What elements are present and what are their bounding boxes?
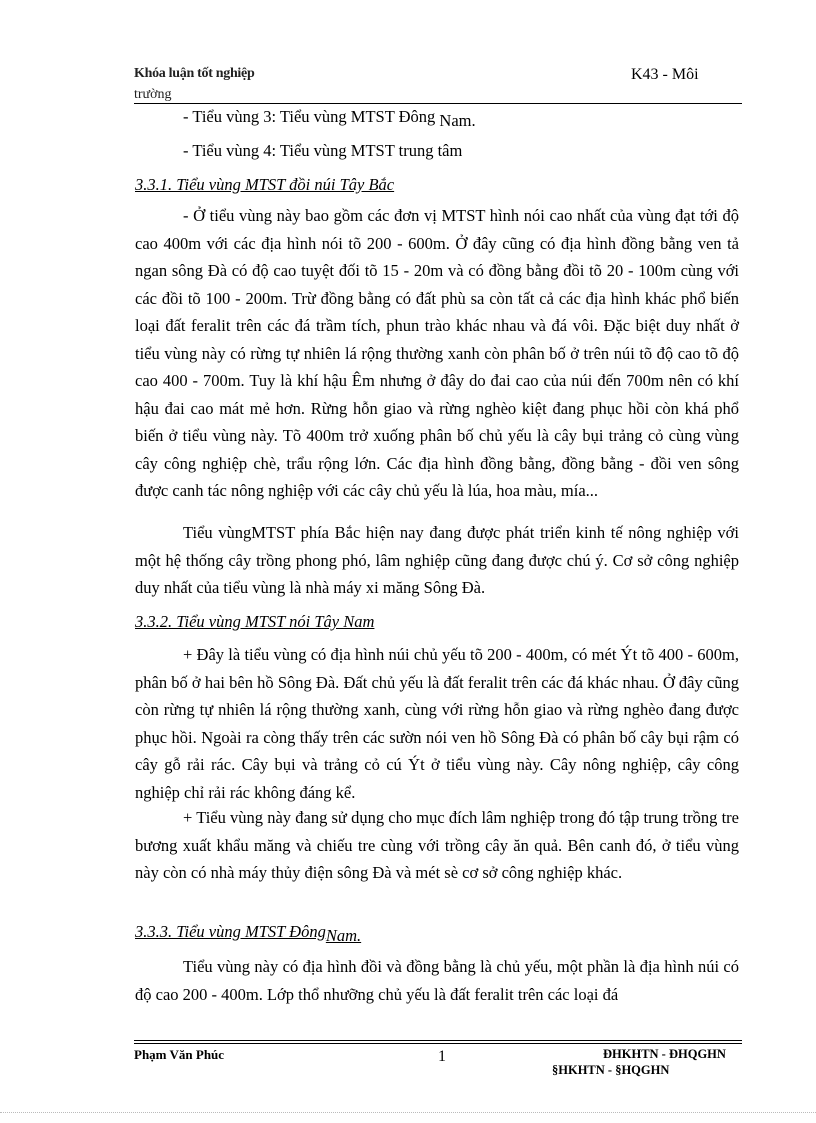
section-heading-3-3-2: 3.3.2. Tiểu vùng MTST nói Tây Nam xyxy=(135,612,375,631)
header-title-continuation: trường xyxy=(134,87,172,102)
footer-rule xyxy=(134,1040,742,1041)
section-heading-3-3-3 xyxy=(135,922,362,945)
paragraph-text: + Tiểu vùng này đang sử dụng cho mục đích lâm nghiệp trong đó tập trung trồng tre bương xuất khẩu măng và chiếu tre cùng với trồng cây ăn quả. Bên canh đó, ở tiểu vùng này còn có nhà máy thủy điện sông Đà và mét sè cơ sở công nghiệp khác. xyxy=(135,808,739,882)
paragraph-text: Tiểu vùng này có địa hình đồi và đồng bằng là chủ yếu, một phần là địa hình núi có độ cao 200 - 400m. Lớp thổ nhưỡng chủ yếu là đất feralit trên các loại đá xyxy=(135,957,739,1004)
paragraph-text: Tiểu vùngMTST phía Bắc hiện nay đang được phát triển kinh tế nông nghiệp với một hệ thống cây trồng phong phó, lâm nghiệp cũng đang được chú ý. Cơ sở công nghiệp duy nhất của tiểu vùng là nhà máy xi măng Sông Đà. xyxy=(135,523,739,597)
list-item-subregion-4: - Tiểu vùng 4: Tiểu vùng MTST trung tâm xyxy=(183,141,463,160)
header-course: K43 - Môi xyxy=(631,66,699,83)
list-item-text-tail: Nam. xyxy=(439,111,476,130)
header-title: Khóa luận tốt nghiệp xyxy=(134,66,255,81)
paragraph xyxy=(135,641,739,806)
paragraph-text: + Đây là tiểu vùng có địa hình núi chủ yếu tõ 200 - 400m, có mét Ýt tõ 400 - 600m, phân bố ở hai bên hồ Sông Đà. Đất chủ yếu là đất feralit trên các đá khác nhau. Ở đây cũng còn rừng tự nhiên lá rộng thường xanh, cùng với rừng hỗn giao và rừng nghèo đang được phục hồi. Ngoài ra còng thấy trên các sườn nói ven hồ Sông Đà có phân bố cây bụi rậm có cây gỗ rải rác. Cây bụi và trảng cỏ cú Ýt ở tiểu vùng này. Cây nông nghiệp, cây công nghiệp chỉ rải rác không đáng kể. xyxy=(135,645,739,802)
list-item-subregion-3 xyxy=(183,107,476,130)
footer-org-line-2: §HKHTN - §HQGHN xyxy=(552,1063,670,1077)
footer-rule-secondary xyxy=(134,1043,742,1044)
paragraph xyxy=(135,804,739,887)
section-heading-tail: Nam. xyxy=(325,926,362,945)
page-number: 1 xyxy=(438,1048,446,1065)
footer-author: Phạm Văn Phúc xyxy=(134,1047,225,1062)
paragraph xyxy=(135,202,739,505)
footer-org-line-1: ĐHKHTN - ĐHQGHN xyxy=(603,1047,726,1061)
header-rule xyxy=(134,103,742,104)
paragraph xyxy=(135,519,739,602)
page-break-divider xyxy=(0,1112,816,1113)
paragraph-text: - Ở tiểu vùng này bao gồm các đơn vị MTST hình nói cao nhất của vùng đạt tới độ cao 400m với các địa hình nói tõ 200 - 600m. Ở đây cũng có địa hình đồng bằng ven tả ngan sông Đà có độ cao tuyệt đối tõ 15 - 20m và có đồng bằng đồi tõ 20 - 100m cùng với các đồi tõ 100 - 200m. Trừ đồng bằng có đất phù sa còn tất cả các địa hình khác phổ biến loại đất feralit trên các đá trầm tích, phun trào khác nhau và đá vôi. Đặc biệt duy nhất ở tiểu vùng này có rừng tự nhiên lá rộng thường xanh còn phân bố ở trên núi tõ độ cao tõ độ cao 400 - 700m. Tuy là khí hậu Êm nhưng ở đây do đai cao của núi đến 700m nên có khí hậu đai cao mát mẻ hơn. Rừng hỗn giao và rừng nghèo kiệt đang phục hồi còn khá phổ biến ở tiểu vùng này. Tõ 400m trở xuống phân bố chủ yếu là cây bụi trảng cỏ cùng vùng cây công nghiệp chè, trẩu rộng lớn. Các địa hình đồng bằng, đồng bằng - đồi ven sông được canh tác nông nghiệp với các cây chủ yếu là lúa, hoa màu, mía... xyxy=(135,206,739,500)
paragraph xyxy=(135,953,739,1008)
list-item-text: - Tiểu vùng 3: Tiểu vùng MTST Đông xyxy=(183,107,436,126)
section-heading-text: 3.3.3. Tiểu vùng MTST Đông xyxy=(135,922,326,941)
section-heading-3-3-1: 3.3.1. Tiểu vùng MTST đồi núi Tây Bắc xyxy=(135,175,395,194)
